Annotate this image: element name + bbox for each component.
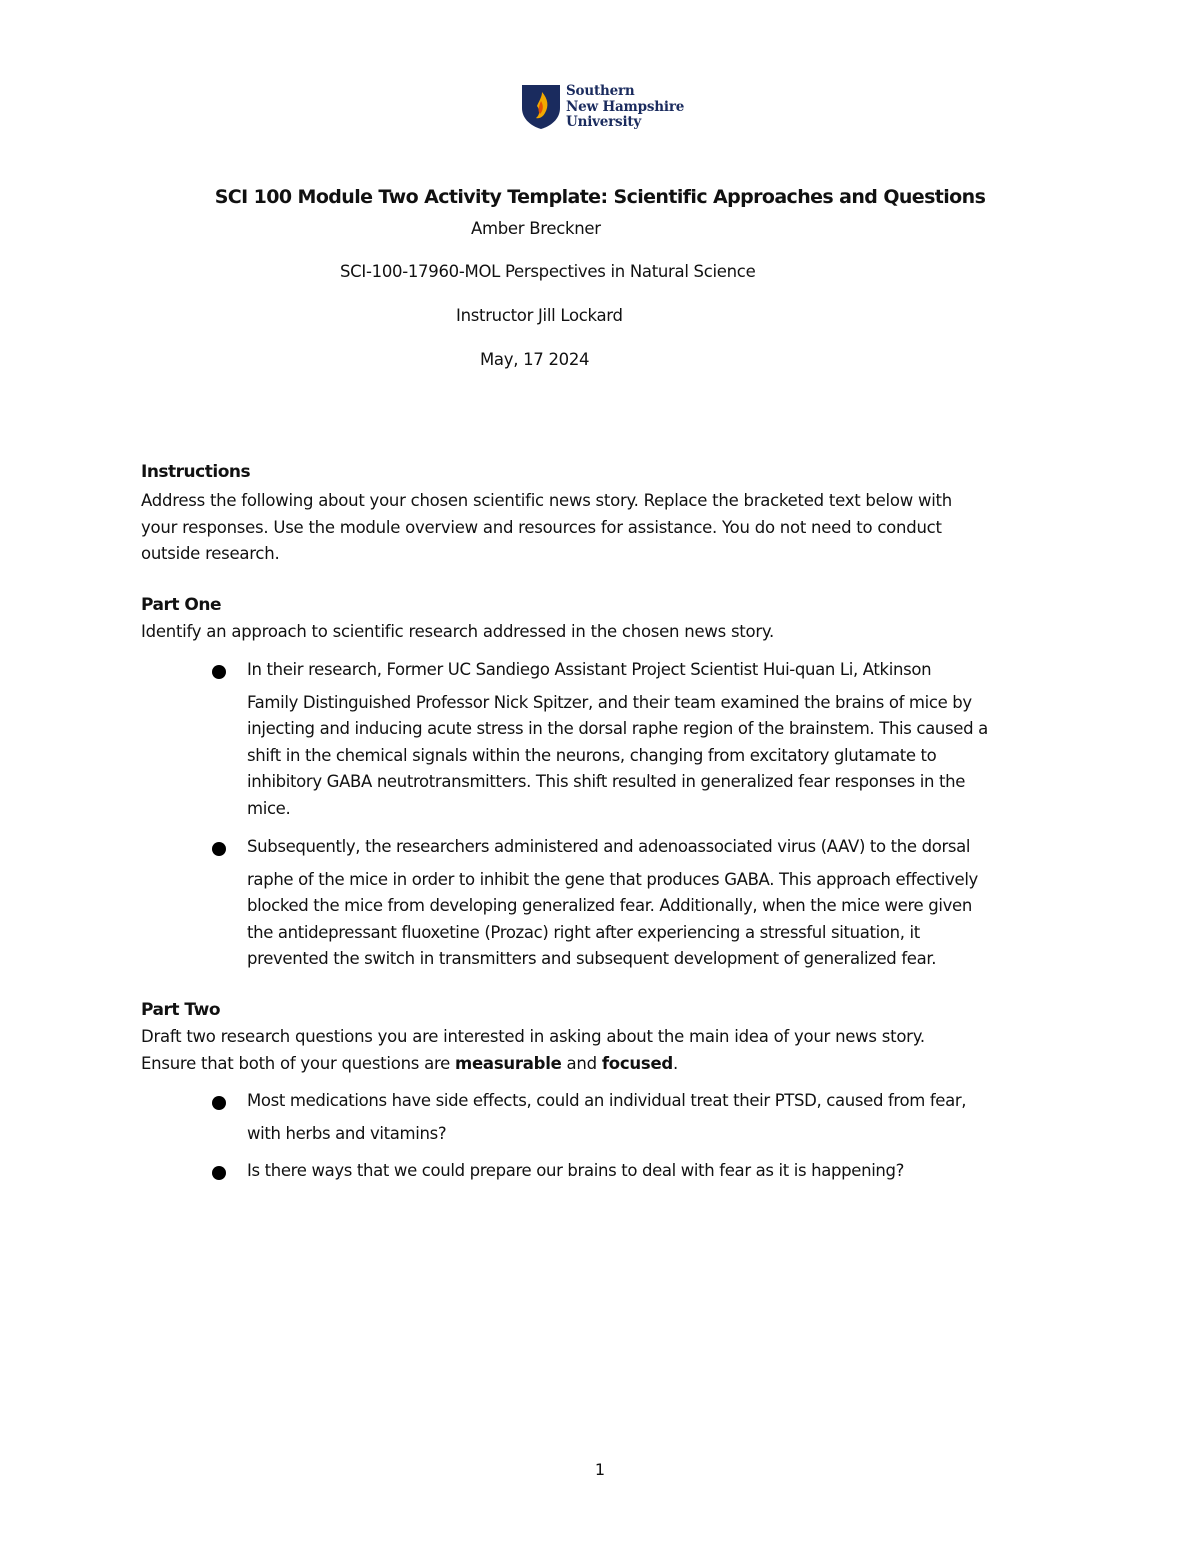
bullet-first-line: Subsequently, the researchers administered and adenoassociated virus (AAV) to the dorsal xyxy=(247,837,971,856)
bullet-line: inhibitory GABA neutrotransmitters. This shift resulted in generalized fear responses in the xyxy=(247,772,966,791)
instructor-name: Instructor Jill Lockard xyxy=(456,306,623,325)
bullet-line: the antidepressant fluoxetine (Prozac) right after experiencing a stressful situation, it xyxy=(247,922,920,942)
bullet-line: raphe of the mice in order to inhibit the gene that produces GABA. This approach effectively xyxy=(247,869,978,889)
bullet-line: shift in the chemical signals within the neurons, changing from excitatory glutamate to xyxy=(247,745,937,765)
part-one-bullet-2 xyxy=(212,834,1072,973)
part-two-line-2: Ensure that both of your questions are measurable and focused. xyxy=(141,1053,678,1073)
logo-wordmark xyxy=(566,84,684,131)
part-two-heading: Part Two xyxy=(141,1000,221,1020)
document-title: SCI 100 Module Two Activity Template: Scientific Approaches and Questions xyxy=(214,186,986,208)
instructions-line-3: outside research. xyxy=(141,544,280,563)
part-one-bullet-1 xyxy=(212,657,1072,822)
instructions-line-1: Address the following about your chosen scientific news story. Replace the bracketed text below with xyxy=(141,491,952,510)
bullet-line: prevented the switch in transmitters and subsequent development of generalized fear. xyxy=(247,949,937,968)
bullet-icon xyxy=(212,1166,226,1180)
part-two-bullet-1 xyxy=(212,1088,1072,1147)
bullet-line: mice. xyxy=(247,798,291,818)
part-one-heading: Part One xyxy=(141,595,221,615)
instructions-heading: Instructions xyxy=(141,462,251,482)
focused-emphasis: focused xyxy=(601,1053,673,1073)
author-name: Amber Breckner xyxy=(471,219,601,238)
bullet-icon xyxy=(212,665,226,679)
bullet-line: injecting and inducing acute stress in the dorsal raphe region of the brainstem. This caused a xyxy=(247,719,988,738)
shield-flame-icon xyxy=(521,84,561,130)
part-one-prompt: Identify an approach to scientific research addressed in the chosen news story. xyxy=(141,622,775,641)
logo-line-2: New Hampshire xyxy=(566,98,685,115)
bullet-icon xyxy=(212,1096,226,1110)
bullet-icon xyxy=(212,842,226,856)
instructions-line-2: your responses. Use the module overview and resources for assistance. You do not need to conduct xyxy=(141,517,942,537)
logo-line-1: Southern xyxy=(566,83,635,99)
part-two-prompt xyxy=(141,1024,1041,1077)
bullet-first-line: Is there ways that we could prepare our brains to deal with fear as it is happening? xyxy=(247,1161,905,1180)
university-logo xyxy=(521,84,684,131)
part-two-bullet-2 xyxy=(212,1158,1072,1191)
part-two-line-1: Draft two research questions you are interested in asking about the main idea of your news story. xyxy=(141,1027,925,1046)
bullet-line: with herbs and vitamins? xyxy=(247,1123,447,1143)
course-name: SCI-100-17960-MOL Perspectives in Natural Science xyxy=(340,262,756,281)
instructions-text xyxy=(141,488,1041,568)
logo-line-3: University xyxy=(566,114,642,130)
measurable-emphasis: measurable xyxy=(455,1053,562,1073)
submission-date: May, 17 2024 xyxy=(480,350,590,369)
bullet-first-line: In their research, Former UC Sandiego Assistant Project Scientist Hui-quan Li, Atkinson xyxy=(247,660,932,679)
bullet-line: blocked the mice from developing generalized fear. Additionally, when the mice were given xyxy=(247,896,972,915)
page-number: 1 xyxy=(594,1460,606,1479)
bullet-line: Family Distinguished Professor Nick Spitzer, and their team examined the brains of mice by xyxy=(247,692,972,712)
bullet-first-line: Most medications have side effects, could an individual treat their PTSD, caused from fear, xyxy=(247,1091,967,1110)
